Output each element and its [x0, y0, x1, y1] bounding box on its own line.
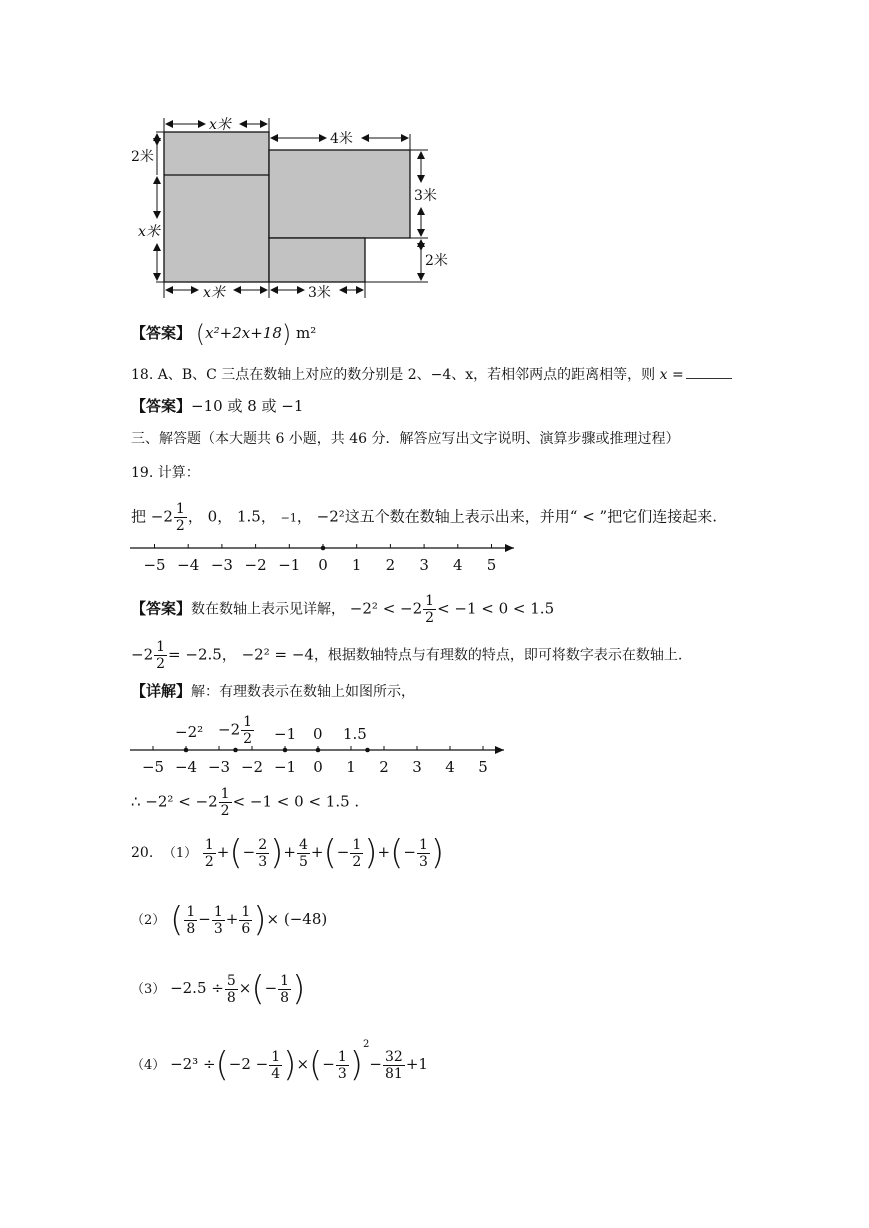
q20-p2-label: （2） [131, 913, 166, 928]
shaded-rectangles [164, 132, 410, 282]
q19-title: 19. 计算： [131, 465, 200, 481]
axis-tick-label: −3 [207, 758, 231, 776]
q19-prompt: 把 −2 $\frac{1}{2}$ ， 0， 1.5， −1， −2²这五个数在数轴上表示出来，并用“ < ”把它们连接起来. [131, 501, 717, 534]
label-bottom-3: 3米 [308, 285, 331, 301]
q19-num3: 1.5 [236, 507, 261, 526]
label-bottom-x: x米 [203, 285, 225, 301]
q20-p3-a: −2.5 ÷ [170, 979, 224, 997]
axis-tick-label: 3 [419, 556, 429, 574]
q20-p1-label: （1） [162, 846, 198, 861]
area-diagram [128, 110, 458, 305]
detail-label: 【详解】 [131, 682, 192, 700]
number-line-answer [128, 740, 513, 780]
q19-num4: −1 [280, 511, 297, 525]
explanation-b: = −2.5， [168, 645, 237, 664]
q20-label: 20. [131, 845, 154, 861]
axis-tick-label: 4 [453, 556, 463, 574]
axis-tick-label: 5 [486, 556, 497, 574]
q19-num1: −2 [150, 507, 173, 526]
axis-tick-label: 5 [478, 758, 488, 776]
answer-label: 【答案】 [131, 599, 192, 618]
explanation-d: ，根据数轴特点与有理数的特点，即可将数字表示在数轴上. [313, 647, 683, 664]
axis-tick-label: 0 [313, 758, 323, 776]
q19-num5: −2² [316, 507, 345, 526]
axis2-label-1p5: 1.5 [343, 725, 367, 743]
q20-p2-tail: × (−48) [266, 910, 328, 928]
conclusion-b: < −1 < 0 < 1.5 . [232, 792, 360, 811]
q19-explanation: −2 $\frac{1}{2}$ = −2.5， −2² = −4，根据数轴特点与有理数的特点，即可将数字表示在数轴上. [131, 639, 683, 672]
q18-text-a: 18. A、B、C 三点在数轴上对应的数分别是 2、 [131, 367, 431, 383]
q20-p4-a: −2³ ÷ [170, 1055, 216, 1073]
axis-tick-label: 1 [351, 556, 362, 574]
q18-answer [131, 399, 303, 414]
axis-tick-label: 0 [318, 556, 328, 574]
q19-prompt-b: 这五个数在数轴上表示出来，并用“ < ”把它们连接起来. [344, 507, 717, 526]
answer-chain-b: < −1 < 0 < 1.5 [437, 599, 555, 618]
axis-tick-label: −5 [141, 758, 165, 776]
answer-expression: x²+2x+18 [205, 324, 282, 342]
axis-tick-label: −1 [278, 556, 301, 574]
q18-text-b: 、x，若相邻两点的距离相等，则 [451, 367, 656, 383]
axis-arrow [495, 746, 504, 754]
axis-tick-label: 1 [346, 758, 356, 776]
section-heading: 三、解答题（本大题共 6 小题，共 46 分．解答应写出文字说明、演算步骤或推理过程） [131, 431, 680, 447]
answer-chain-a: −2² < −2 [349, 599, 423, 618]
q17-answer: 【答案】 (x²+2x+18) m² [131, 320, 317, 348]
q18-answer-value: −10 或 8 或 −1 [191, 397, 304, 415]
axis-tick-label: 3 [412, 758, 422, 776]
q19-prompt-a: 把 [131, 507, 147, 526]
label-left-2: 2米 [131, 149, 154, 165]
axis-tick-label: −4 [177, 556, 200, 574]
axis-tick-label: 2 [385, 556, 396, 574]
q18-x-eq: x = [659, 367, 684, 383]
axis-tick-label: 2 [379, 758, 389, 776]
axis-arrow [505, 544, 514, 552]
q19-num2: 0 [207, 507, 218, 526]
answer-label: 【答案】 [131, 397, 192, 415]
q20-p3-label: （3） [131, 982, 166, 997]
q20-part3: （3） −2.5 ÷ $\frac{5}{8}$ ×(− $\frac{1}{8}$ ) [131, 969, 306, 1009]
answer-label: 【答案】 [131, 324, 192, 342]
point-dot [283, 748, 288, 753]
detail-text: 解：有理数表示在数轴上如图所示， [191, 684, 416, 700]
label-left-x: x米 [138, 224, 160, 240]
label-right-2: 2米 [425, 253, 448, 269]
q20-part4: （4） −2³ ÷(−2 − $\frac{1}{4}$ )×(− $\frac{1}{3}$ )$^2$− $\frac{32}{81}$ +1 [131, 1039, 428, 1085]
label-top-x: x米 [209, 117, 231, 133]
q18-question [131, 368, 732, 382]
axis-tick-label: −4 [174, 758, 198, 776]
q19-detail [131, 684, 415, 699]
q18-neg4: −4 [430, 367, 452, 383]
q19-conclusion: ∴ −2² < −2 $\frac{1}{2}$ < −1 < 0 < 1.5 . [131, 786, 360, 819]
q20-part2: （2） ( $\frac{1}{8}$ − $\frac{1}{3}$ + $\frac{1}{6}$ )× (−48) [131, 900, 328, 940]
q19-answer: 【答案】数在数轴上表示见详解， −2² < −2 $\frac{1}{2}$ < −1 < 0 < 1.5 [131, 593, 555, 626]
point-dot [365, 748, 370, 753]
answer-unit: m² [296, 324, 317, 342]
q20-part1: 20. （1） $\frac{1}{2}$ +(− $\frac{2}{3}$ )+ $\frac{4}{5}$ +(− $\frac{1}{2}$ )+(− $\frac{1}{3}$ ) [131, 833, 445, 873]
label-top-4: 4米 [330, 131, 353, 147]
label-right-3: 3米 [414, 188, 437, 204]
q20-p4-label: （4） [131, 1058, 166, 1073]
axis2-label-neg2sq: −2² [175, 723, 204, 741]
origin-dot [321, 546, 326, 551]
point-dot [184, 748, 189, 753]
axis-tick-label: −1 [273, 758, 297, 776]
axis2-label-neg2half: −2 $\frac{1}{2}$ [218, 714, 253, 747]
axis-tick-label: −5 [143, 556, 166, 574]
explanation-c: −2² = −4 [241, 645, 314, 664]
answer-text: 数在数轴上表示见详解， [191, 601, 346, 618]
fraction: $\frac{1}{2}$ [175, 501, 185, 534]
q20-p4-b: −2 − [228, 1055, 269, 1073]
explanation-a: −2 [131, 645, 154, 664]
axis-tick-label: −2 [240, 758, 264, 776]
axis2-label-neg1: −1 [274, 725, 297, 743]
axis-tick-label: −3 [210, 556, 233, 574]
point-dot [233, 748, 238, 753]
q20-p3-b: × [238, 979, 252, 997]
conclusion-a: ∴ −2² < −2 [131, 792, 218, 811]
axis-tick-label: 4 [445, 758, 455, 776]
answer-blank [686, 378, 732, 379]
number-line [128, 535, 523, 575]
axis2-label-0: 0 [313, 725, 323, 743]
origin-dot [316, 748, 321, 753]
axis-tick-label: −2 [244, 556, 267, 574]
